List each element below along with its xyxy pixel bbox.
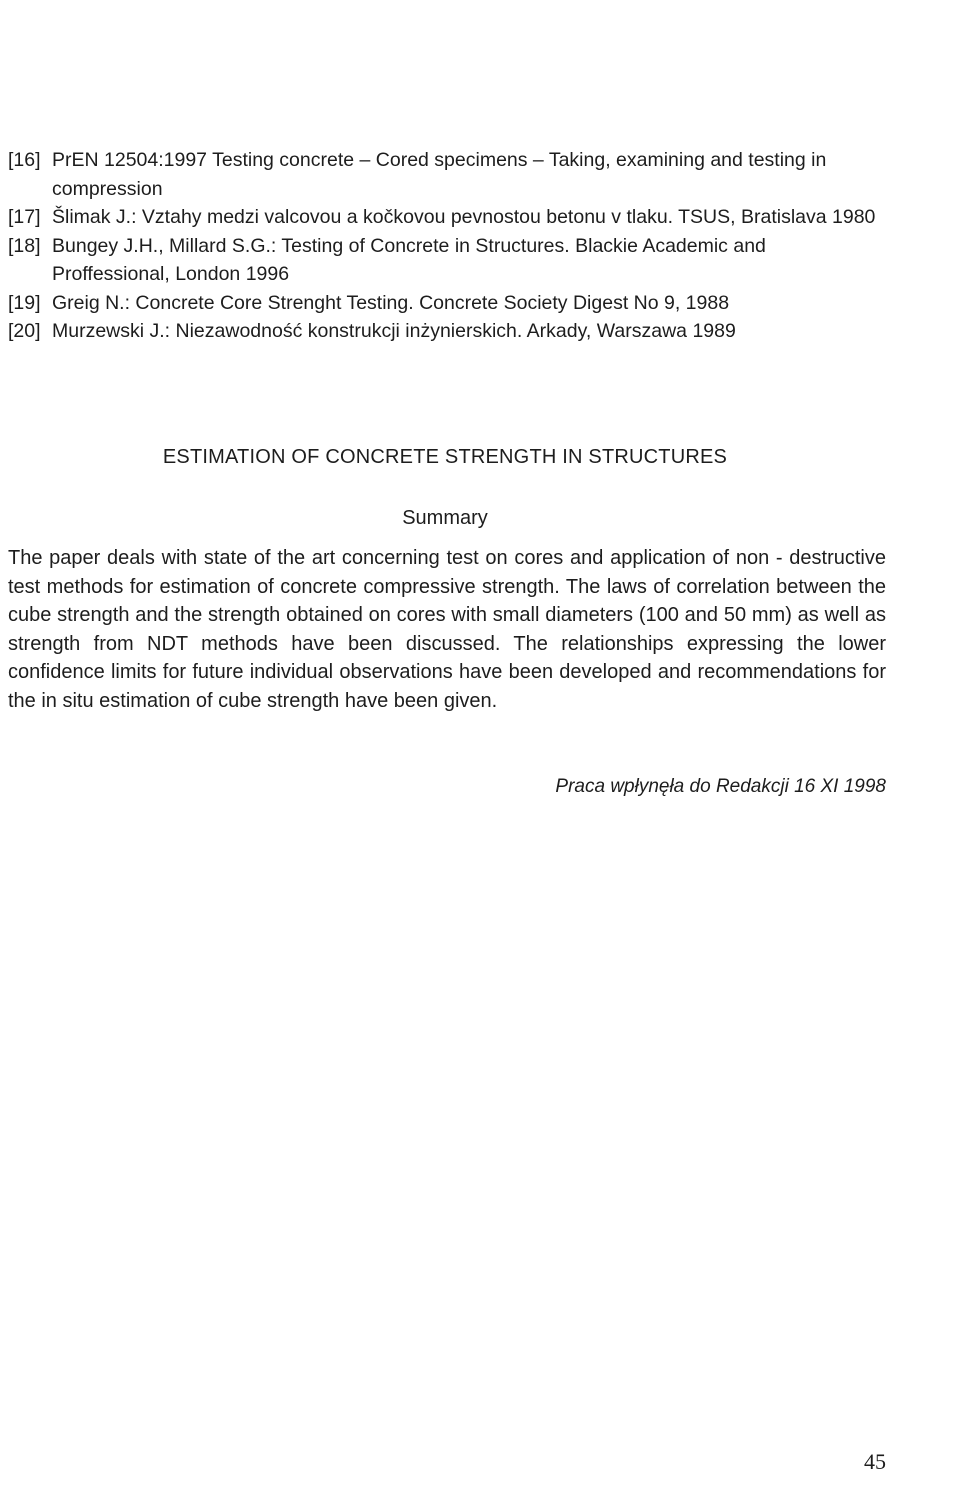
reference-number: [19]	[8, 291, 41, 314]
reference-text: PrEN 12504:1997 Testing concrete – Cored specimens – Taking, examining and testing in compression	[52, 149, 827, 200]
reference-item	[8, 232, 888, 289]
reference-text: Bungey J.H., Millard S.G.: Testing of Concrete in Structures. Blackie Academic and Proffessional, London 1996	[52, 234, 766, 285]
reference-number: [17]	[8, 206, 41, 228]
reference-item	[8, 203, 888, 232]
reference-text: Šlimak J.: Vztahy medzi valcovou a kočkovou pevnostou betonu v tlaku. TSUS, Bratislava 1980	[52, 206, 876, 228]
summary-heading: Summary	[402, 507, 488, 529]
reference-item	[8, 146, 888, 203]
reference-number: [20]	[8, 320, 41, 342]
reference-text: Greig N.: Concrete Core Strenght Testing. Concrete Society Digest No 9, 1988	[52, 291, 730, 314]
reference-number: [16]	[8, 149, 41, 171]
reference-item	[8, 289, 888, 318]
summary-paragraph: The paper deals with state of the art concerning test on cores and application of non - destructive test methods for estimation of concrete compressive strength. The laws of correlation between the cube strength and the strength obtained on cores with small diameters (100 and 50 mm) as well as strength from NDT methods have been discussed. The relationships expressing the lower confidence limits for future individual observations have been developed and recommendations for the in situ estimation of cube strength have been given.	[8, 547, 886, 712]
reference-text: Murzewski J.: Niezawodność konstrukcji inżynierskich. Arkady, Warszawa 1989	[52, 320, 736, 342]
reference-number: [18]	[8, 234, 41, 257]
reference-list	[8, 146, 888, 346]
reference-item	[8, 317, 888, 346]
article-title: ESTIMATION OF CONCRETE STRENGTH IN STRUCTURES	[162, 446, 728, 468]
received-note: Praca wpłynęła do Redakcji 16 XI 1998	[555, 776, 886, 797]
page-number: 45	[864, 1449, 886, 1474]
